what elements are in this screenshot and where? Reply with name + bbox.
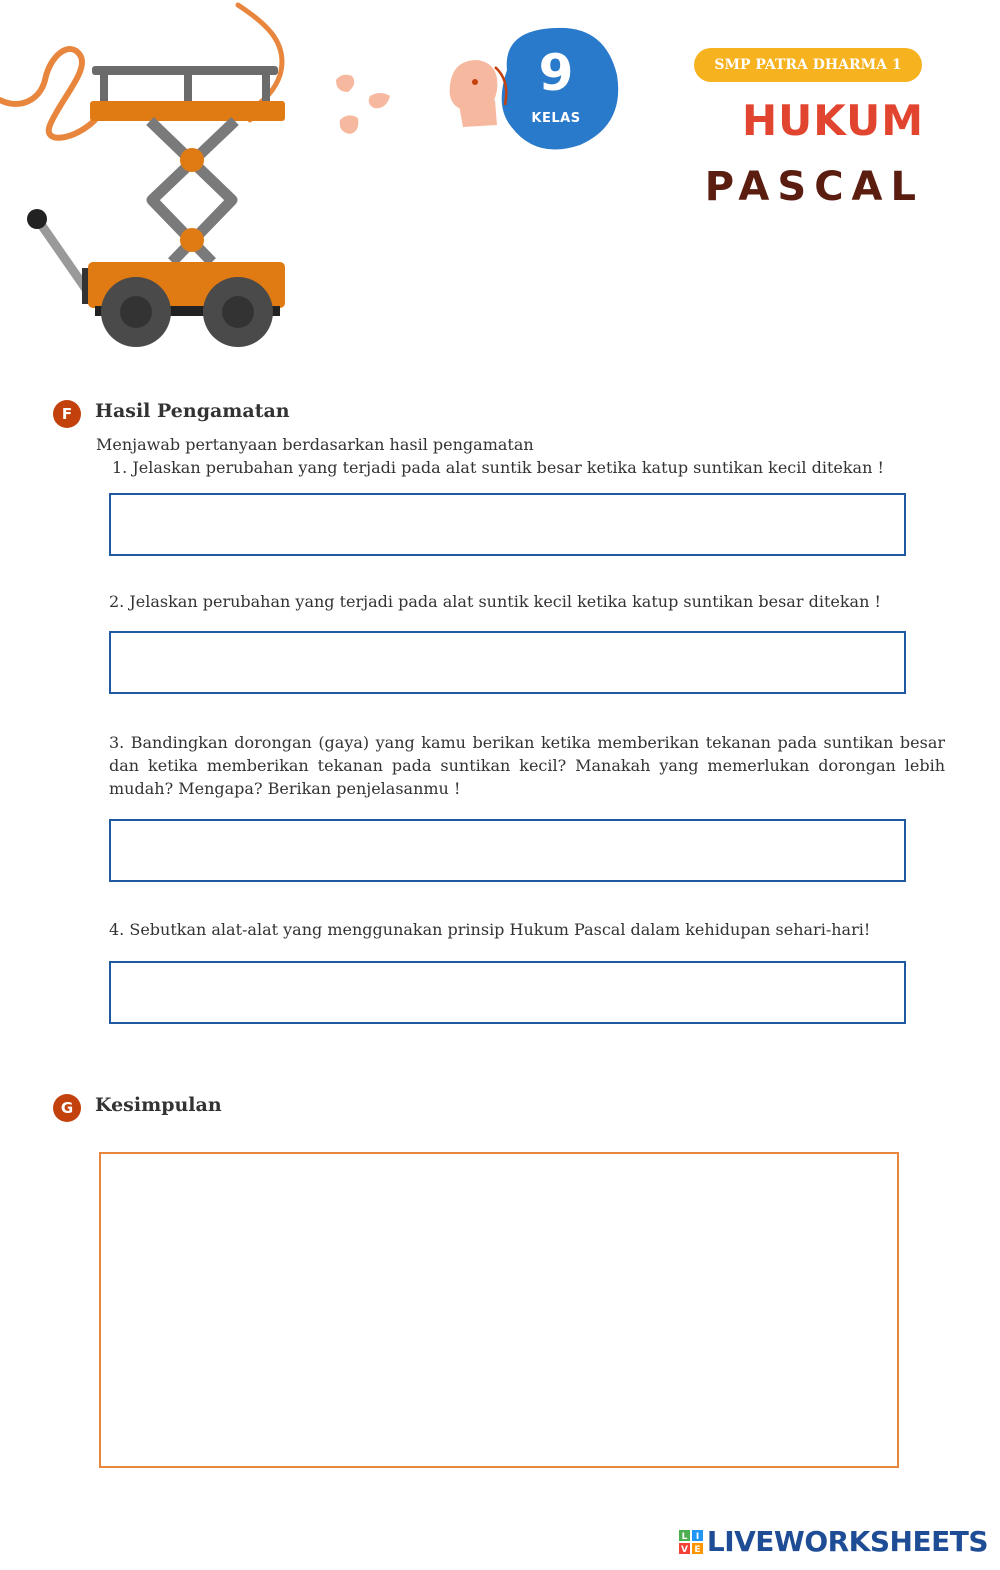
answer-box-3[interactable] bbox=[109, 819, 906, 882]
answer-box-1[interactable] bbox=[109, 493, 906, 556]
school-name-badge: SMP PATRA DHARMA 1 bbox=[694, 48, 922, 82]
svg-text:I: I bbox=[695, 1531, 700, 1542]
scissor-lift-illustration bbox=[0, 0, 320, 360]
liveworksheets-logo-icon bbox=[679, 1530, 703, 1554]
svg-text:V: V bbox=[680, 1544, 688, 1554]
section-f-heading: Hasil Pengamatan bbox=[95, 400, 290, 422]
section-f-intro: Menjawab pertanyaan berdasarkan hasil pengamatan bbox=[96, 435, 534, 454]
section-f-badge: F bbox=[53, 400, 81, 428]
brand-text: LIVEWORKSHEETS bbox=[706, 1525, 988, 1558]
answer-box-4[interactable] bbox=[109, 961, 906, 1024]
svg-text:E: E bbox=[694, 1544, 701, 1554]
question-2: 2. Jelaskan perubahan yang terjadi pada alat suntik kecil ketika katup suntikan besar ditekan ! bbox=[109, 592, 881, 611]
question-4: 4. Sebutkan alat-alat yang menggunakan prinsip Hukum Pascal dalam kehidupan sehari-hari! bbox=[109, 920, 871, 939]
grade-number: 9 bbox=[538, 44, 574, 102]
svg-text:L: L bbox=[681, 1531, 688, 1542]
conclusion-box[interactable] bbox=[99, 1152, 899, 1468]
answer-box-2[interactable] bbox=[109, 631, 906, 694]
grade-label: KELAS bbox=[531, 111, 581, 126]
section-g-badge: G bbox=[53, 1094, 81, 1122]
section-g-heading: Kesimpulan bbox=[95, 1094, 222, 1116]
question-3: 3. Bandingkan dorongan (gaya) yang kamu berikan ketika memberikan tekanan pada suntikan besar dan ketika memberikan tekanan pada suntikan kecil? Manakah yang memerlukan dorongan lebih mudah? Mengapa? Berikan penjelasanmu ! bbox=[109, 733, 945, 798]
liveworksheets-brand bbox=[679, 1525, 988, 1558]
question-1: 1. Jelaskan perubahan yang terjadi pada alat suntik besar ketika katup suntikan kecil ditekan ! bbox=[112, 458, 884, 477]
title-hukum: HUKUM bbox=[742, 96, 924, 145]
confetti-dots-icon bbox=[330, 70, 400, 140]
title-pascal: PASCAL bbox=[704, 164, 924, 210]
